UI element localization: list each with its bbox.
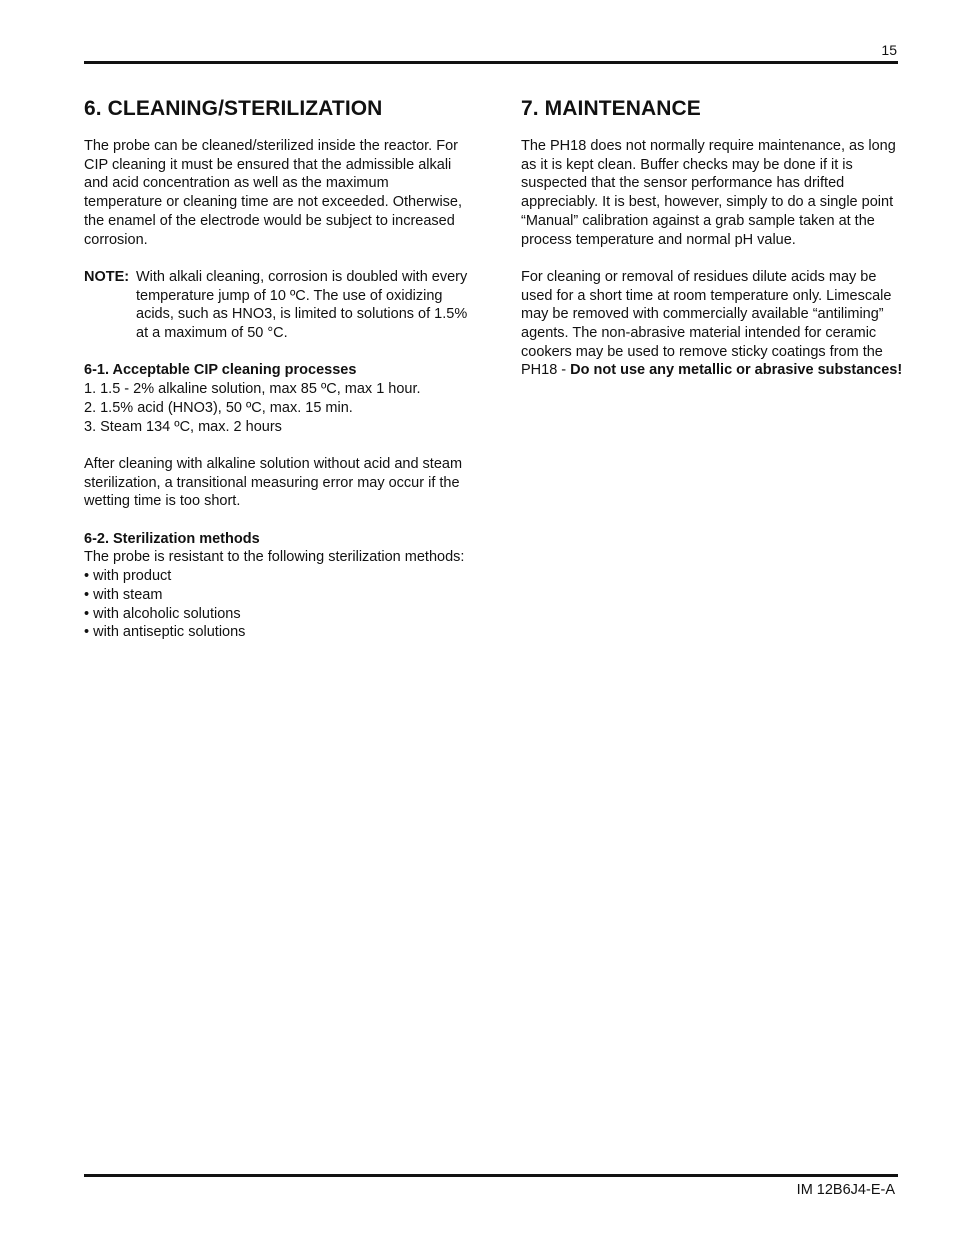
section-cleaning-sterilization	[84, 95, 469, 642]
note-label: NOTE:	[84, 268, 130, 285]
cip-heading: 6-1. Acceptable CIP cleaning processes	[84, 362, 357, 379]
sterilization-item: • with product	[84, 568, 172, 585]
header-rule	[84, 61, 898, 64]
cip-item: 2. 1.5% acid (HNO3), 50 ºC, max. 15 min.	[84, 399, 353, 416]
cleaning-intro: The probe can be cleaned/sterilized inside the reactor. For CIP cleaning it must be ensured that the admissible alkali and acid concentration as well as the maximum temperature or cleaning time are not exceeded. Otherwise, the enamel of the electrode would be subject to increased corrosion.	[84, 138, 463, 248]
document-code: IM 12B6J4-E-A	[796, 1182, 895, 1198]
sterilization-item: • with steam	[84, 586, 163, 603]
section-title-cleaning: 6. CLEANING/STERILIZATION	[84, 97, 383, 120]
cip-item: 3. Steam 134 ºC, max. 2 hours	[84, 418, 282, 435]
after-cleaning-text: After cleaning with alkaline solution without acid and steam sterilization, a transitional measuring error may occur if the wetting time is too short.	[84, 455, 463, 510]
maintenance-para-2	[521, 268, 906, 380]
note-block	[84, 268, 469, 343]
maintenance-para-1: The PH18 does not normally require maintenance, as long as it is kept clean. Buffer checks may be done if it is suspected that the sensor performance has drifted appreciably. It is best, however, simply to do a single point “Manual” calibration against a grab sample taken at the process temperature and normal pH value.	[521, 138, 896, 248]
section-title-maintenance: 7. MAINTENANCE	[521, 97, 701, 120]
note-text: With alkali cleaning, corrosion is doubled with every temperature jump of 10 ºC. The use of oxidizing acids, such as HNO3, is limited to solutions of 1.5% at a maximum of 50 °C.	[136, 268, 468, 342]
sterilization-item: • with antiseptic solutions	[84, 624, 246, 641]
maintenance-warning: Do not use any metallic or abrasive substances!	[570, 362, 903, 379]
section-maintenance	[521, 95, 906, 380]
page-number: 15	[881, 42, 897, 58]
sterilization-item: • with alcoholic solutions	[84, 605, 241, 622]
cip-item: 1. 1.5 - 2% alkaline solution, max 85 ºC, max 1 hour.	[84, 381, 421, 398]
maintenance-para-2-text: For cleaning or removal of residues dilute acids may be used for a short time at room temperature only. Limescale may be removed with commercially available “antiliming” agents. The non-abrasive material intended for ceramic cookers may be used to remove sticky coatings from the PH18 -	[521, 268, 892, 379]
sterilization-heading: 6-2. Sterilization methods	[84, 530, 260, 547]
sterilization-intro: The probe is resistant to the following sterilization methods:	[84, 549, 465, 566]
footer-rule	[84, 1174, 898, 1177]
